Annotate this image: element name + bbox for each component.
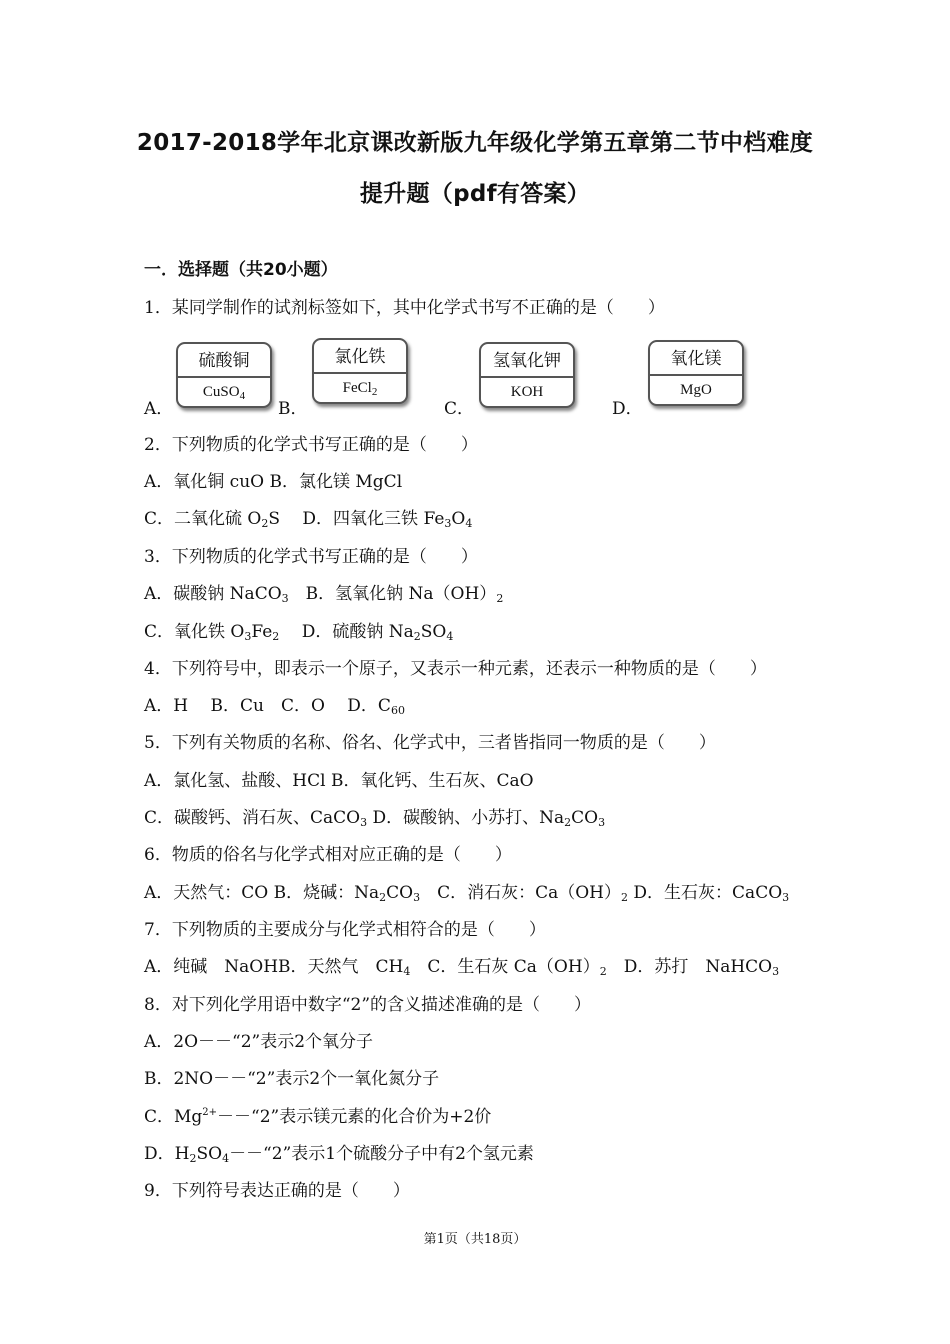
q3-options-ab: A．碳酸钠 NaCO$_3$ B．氢氧化钠 $Na(OH)_2$ bbox=[144, 584, 504, 605]
q8-stem: 8．对下列化学用语中数字“2”的含义描述准确的是（ ） bbox=[144, 995, 592, 1015]
q8-option-a: A．2O－－“2”表示2个氧分子 bbox=[144, 1032, 374, 1052]
q3-stem: 3．下列物质的化学式书写正确的是（ ） bbox=[144, 547, 478, 567]
q1-option-c-letter: C． bbox=[444, 399, 475, 419]
reagent-label-name: 氧化镁 bbox=[650, 342, 742, 376]
q1-option-a-letter: A． bbox=[144, 399, 174, 419]
q4-stem: 4．下列符号中，即表示一个原子，又表示一种元素，还表示一种物质的是（ ） bbox=[144, 659, 767, 679]
document-title-line-1: 2017-2018学年北京课改新版九年级化学第五章第二节中档难度 bbox=[136, 130, 814, 156]
reagent-label-formula: KOH bbox=[510, 384, 544, 400]
section-heading: 一．选择题（共20小题） bbox=[144, 260, 338, 280]
q1-option-d-letter: D． bbox=[612, 399, 643, 419]
q6-stem: 6．物质的俗名与化学式相对应正确的是（ ） bbox=[144, 845, 512, 865]
reagent-label-formula: FeCl$_2$ bbox=[342, 380, 378, 398]
q2-options-ab: A．氧化铜 cuO B．氯化镁 MgCl bbox=[144, 472, 403, 492]
page-footer: 第1页（共18页） bbox=[423, 1232, 527, 1247]
q1-stem: 1．某同学制作的试剂标签如下，其中化学式书写不正确的是（ ） bbox=[144, 298, 665, 318]
reagent-label-a bbox=[176, 342, 272, 408]
q5-options-cd: C．碳酸钙、消石灰、CaCO$_3$ D．碳酸钠、小苏打、$Na_2CO_3$ bbox=[144, 808, 606, 829]
q8-option-b: B．2NO－－“2”表示2个一氧化氮分子 bbox=[144, 1069, 440, 1089]
q7-options: A．纯碱 NaOHB．天然气 $CH_4$ C．生石灰 $Ca(OH)_2$ D．苏打 NaHCO$_3$ bbox=[144, 957, 780, 978]
q5-options-ab: A．氯化氢、盐酸、HCl B．氧化钙、生石灰、CaO bbox=[144, 771, 534, 791]
q7-stem: 7．下列物质的主要成分与化学式相符合的是（ ） bbox=[144, 920, 546, 940]
q8-option-d: D．$H_2SO_4--“2$”表示1个硫酸分子中有2个氢元素 bbox=[144, 1144, 534, 1165]
q1-options bbox=[144, 340, 764, 420]
reagent-label-b bbox=[312, 338, 408, 404]
q9-stem: 9．下列符号表达正确的是（ ） bbox=[144, 1181, 410, 1201]
reagent-label-name: 氢氧化钾 bbox=[481, 344, 573, 378]
q2-stem: 2．下列物质的化学式书写正确的是（ ） bbox=[144, 435, 478, 455]
q3-options-cd: C．氧化铁 $O_3Fe_2$ D．硫酸钠 $Na_2SO_4$ bbox=[144, 622, 454, 643]
q4-options: A．H B．Cu C．O D．$C_{60}$ bbox=[144, 696, 405, 717]
q8-option-c: C．$Mg^{2+}--“2$”表示镁元素的化合价为+2价 bbox=[144, 1107, 492, 1127]
q2-options-cd: C．二氧化硫 $O_2S$ D．四氧化三铁 $Fe_3O_4$ bbox=[144, 509, 473, 530]
reagent-label-c bbox=[479, 342, 575, 408]
q6-options: A．天然气：CO B．烧碱：$Na_2CO_3$ C．消石灰：$Ca(OH)_2$ D．生石灰：CaCO$_3$ bbox=[144, 883, 790, 904]
reagent-label-d bbox=[648, 340, 744, 406]
reagent-label-formula: MgO bbox=[680, 382, 712, 398]
q5-stem: 5．下列有关物质的名称、俗名、化学式中，三者皆指同一物质的是（ ） bbox=[144, 733, 716, 753]
reagent-label-formula: CuSO$_4$ bbox=[202, 384, 246, 402]
q1-option-b-letter: B． bbox=[278, 399, 308, 419]
reagent-label-name: 氯化铁 bbox=[314, 340, 406, 374]
document-title-line-2: 提升题（pdf有答案） bbox=[359, 181, 591, 207]
reagent-label-name: 硫酸铜 bbox=[178, 344, 270, 378]
